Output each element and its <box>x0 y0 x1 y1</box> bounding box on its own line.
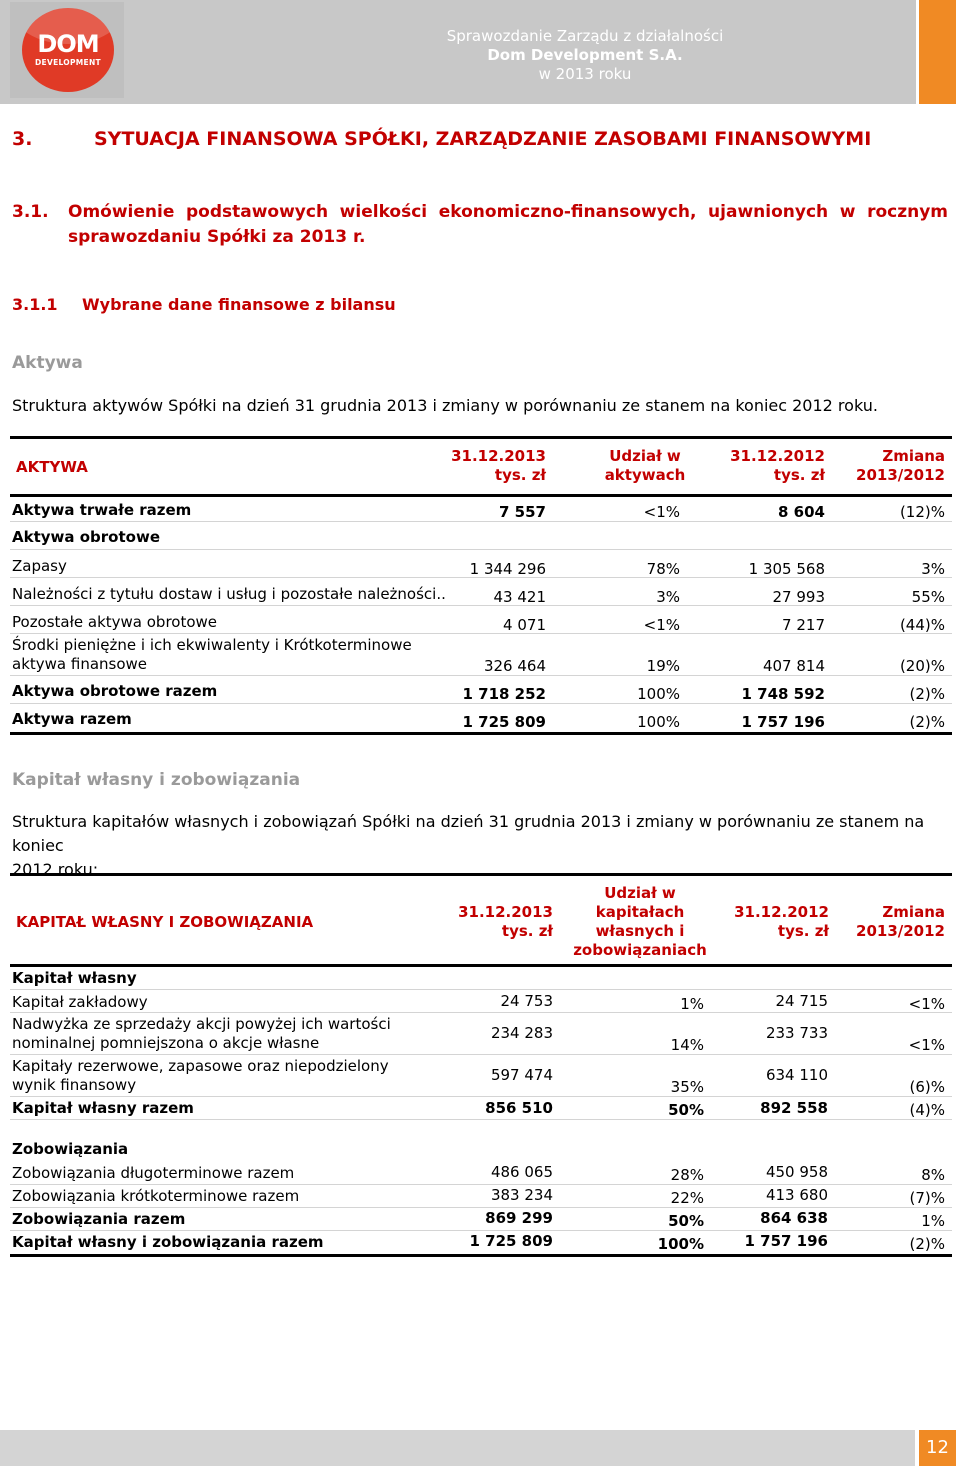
assets-header-label: AKTYWA <box>16 458 88 476</box>
table-row <box>10 522 952 550</box>
share: 28% <box>670 1166 704 1184</box>
value-2012: 1 757 196 <box>744 1232 828 1250</box>
row-label <box>12 1057 389 1095</box>
header-2013-unit: tys. zł <box>501 922 553 940</box>
row-label: Kapitał zakładowy <box>12 993 148 1011</box>
change: <1% <box>908 1036 945 1054</box>
change: (2)% <box>909 713 945 731</box>
page-footer <box>0 1430 915 1466</box>
row-label: Zobowiązania krótkoterminowe razem <box>12 1187 300 1205</box>
value-2012: 7 217 <box>782 616 825 634</box>
value-2012: 634 110 <box>765 1066 828 1084</box>
header-title-line2: Dom Development S.A. <box>487 46 683 64</box>
header-change-line2: 2013/2012 <box>856 466 945 484</box>
value-2012: 892 558 <box>760 1099 828 1117</box>
row-label: Kapitał własny <box>12 969 137 987</box>
equity-header-2013 <box>430 903 553 941</box>
value-2013: 24 753 <box>500 992 553 1010</box>
value-2012: 1 305 568 <box>748 560 825 578</box>
header-title-line3: w 2013 roku <box>538 65 632 83</box>
subsection-number: 3.1. <box>12 202 49 222</box>
company-logo <box>22 8 114 92</box>
row-label: Kapitał własny razem <box>12 1099 194 1117</box>
row-label-line2: nominalnej pomniejszona o akcje własne <box>12 1034 320 1052</box>
table-row <box>10 497 952 522</box>
share: 100% <box>637 713 680 731</box>
page-header <box>0 0 960 106</box>
change: 55% <box>911 588 945 606</box>
subsubsection-number: 3.1.1 <box>12 295 58 314</box>
equity-table-header <box>10 873 952 967</box>
change: (7)% <box>909 1189 945 1207</box>
change: (4)% <box>909 1101 945 1119</box>
subsubsection-title: Wybrane dane finansowe z bilansu <box>82 295 396 314</box>
header-share-line2: kapitałach <box>595 903 685 921</box>
row-label: Zobowiązania <box>12 1140 129 1158</box>
table-row <box>10 1231 952 1257</box>
share: <1% <box>643 616 680 634</box>
share: <1% <box>643 503 680 521</box>
subsection-title-line1: Omówienie podstawowych wielkości ekonomiczno-finansowych, ujawnionych w rocznym <box>68 202 948 222</box>
row-label: Aktywa razem <box>12 710 132 728</box>
header-change-line1: Zmiana <box>882 903 945 921</box>
value-2013: 326 464 <box>483 657 546 675</box>
header-share-line2: aktywach <box>604 466 686 484</box>
row-label: Aktywa obrotowe razem <box>12 682 218 700</box>
value-2012: 1 757 196 <box>741 713 825 731</box>
header-share-line4: zobowiązaniach <box>573 941 707 959</box>
value-2013: 869 299 <box>485 1209 553 1227</box>
header-2012-unit: tys. zł <box>777 922 829 940</box>
value-2013: 7 557 <box>499 503 546 521</box>
value-2013: 1 718 252 <box>462 685 546 703</box>
table-row <box>10 1162 952 1185</box>
change: (12)% <box>899 503 945 521</box>
share: 22% <box>670 1189 704 1207</box>
share: 3% <box>656 588 680 606</box>
value-2013: 1 725 809 <box>462 713 546 731</box>
share: 50% <box>668 1212 704 1230</box>
header-change-line2: 2013/2012 <box>856 922 945 940</box>
header-2012-unit: tys. zł <box>773 466 825 484</box>
section-number: 3. <box>12 128 33 150</box>
value-2013: 1 725 809 <box>469 1232 553 1250</box>
change: 3% <box>921 560 945 578</box>
value-2013: 43 421 <box>493 588 546 606</box>
value-2013: 486 065 <box>490 1163 553 1181</box>
value-2013: 1 344 296 <box>469 560 546 578</box>
table-row <box>10 990 952 1013</box>
equity-intro-line2: 2012 roku: <box>12 860 99 879</box>
equity-title: Kapitał własny i zobowiązania <box>12 770 301 790</box>
header-share-line3: własnych i <box>595 922 685 940</box>
change: <1% <box>908 995 945 1013</box>
value-2012: 413 680 <box>765 1186 828 1204</box>
table-row <box>10 634 952 676</box>
share: 50% <box>668 1101 704 1119</box>
change: 8% <box>921 1166 945 1184</box>
share: 35% <box>670 1078 704 1096</box>
assets-intro: Struktura aktywów Spółki na dzień 31 grudnia 2013 i zmiany w porównaniu ze stanem na koniec 2012 roku. <box>12 396 878 415</box>
subsubsection-heading <box>12 295 396 314</box>
row-label: Aktywa trwałe razem <box>12 501 192 519</box>
header-2012-date: 31.12.2012 <box>734 903 829 921</box>
table-row <box>10 1120 952 1162</box>
row-label: Zobowiązania razem <box>12 1210 186 1228</box>
share: 1% <box>680 995 704 1013</box>
assets-header-2013 <box>430 447 546 485</box>
value-2013: 4 071 <box>503 616 546 634</box>
value-2012: 407 814 <box>762 657 825 675</box>
value-2012: 233 733 <box>765 1024 828 1042</box>
value-2012: 1 748 592 <box>741 685 825 703</box>
table-row <box>10 550 952 578</box>
row-label-line1: Kapitały rezerwowe, zapasowe oraz niepodzielony <box>12 1057 389 1075</box>
section-title: SYTUACJA FINANSOWA SPÓŁKI, ZARZĄDZANIE ZASOBAMI FINANSOWYMI <box>94 128 872 150</box>
table-row <box>10 1013 952 1055</box>
table-row <box>10 1097 952 1120</box>
change: (44)% <box>899 616 945 634</box>
header-2013-date: 31.12.2013 <box>458 903 553 921</box>
share: 100% <box>637 685 680 703</box>
row-label: Aktywa obrotowe <box>12 528 160 546</box>
row-label <box>12 636 412 674</box>
subsection-title-line2: sprawozdaniu Spółki za 2013 r. <box>68 227 366 247</box>
header-2013-unit: tys. zł <box>494 466 546 484</box>
value-2013: 856 510 <box>485 1099 553 1117</box>
table-row <box>10 1208 952 1231</box>
assets-header-change <box>830 447 945 485</box>
share: 14% <box>670 1036 704 1054</box>
equity-header-2012 <box>710 903 829 941</box>
change: (6)% <box>909 1078 945 1096</box>
header-2013-date: 31.12.2013 <box>451 447 546 465</box>
header-accent <box>919 0 956 104</box>
value-2012: 8 604 <box>778 503 825 521</box>
logo-subtext: DEVELOPMENT <box>35 58 101 67</box>
table-row <box>10 704 952 735</box>
equity-intro-line1: Struktura kapitałów własnych i zobowiązań Spółki na dzień 31 grudnia 2013 i zmiany w porównaniu ze stanem na koniec <box>12 812 925 855</box>
assets-header-share <box>580 447 710 485</box>
table-row <box>10 1055 952 1097</box>
row-label <box>12 1015 391 1053</box>
row-label: Należności z tytułu dostaw i usług i pozostałe należności.. <box>12 585 446 603</box>
row-label: Pozostałe aktywa obrotowe <box>12 613 218 631</box>
value-2013: 597 474 <box>490 1066 553 1084</box>
table-row <box>10 606 952 634</box>
row-label-line2: aktywa finansowe <box>12 655 148 673</box>
change: (2)% <box>909 685 945 703</box>
change: (2)% <box>909 1235 945 1253</box>
header-change-line1: Zmiana <box>882 447 945 465</box>
table-row <box>10 967 952 990</box>
equity-header-label: KAPITAŁ WŁASNY I ZOBOWIĄZANIA <box>16 913 314 931</box>
header-share-line1: Udział w <box>609 447 681 465</box>
header-title <box>380 27 790 84</box>
share: 100% <box>657 1235 704 1253</box>
header-title-line1: Sprawozdanie Zarządu z działalności <box>446 27 724 45</box>
value-2012: 864 638 <box>760 1209 828 1227</box>
row-label: Zobowiązania długoterminowe razem <box>12 1164 295 1182</box>
table-row <box>10 1185 952 1208</box>
share: 78% <box>646 560 680 578</box>
section-heading <box>12 128 871 150</box>
value-2012: 27 993 <box>772 588 825 606</box>
change: (20)% <box>899 657 945 675</box>
value-2013: 383 234 <box>490 1186 553 1204</box>
row-label: Kapitał własny i zobowiązania razem <box>12 1233 324 1251</box>
equity-header-share <box>570 884 710 960</box>
table-row <box>10 676 952 704</box>
value-2012: 24 715 <box>775 992 828 1010</box>
logo-text: DOM <box>37 30 99 58</box>
assets-header-2012 <box>710 447 825 485</box>
share: 19% <box>646 657 680 675</box>
equity-header-change <box>830 903 945 941</box>
value-2013: 234 283 <box>490 1024 553 1042</box>
row-label-line2: wynik finansowy <box>12 1076 137 1094</box>
assets-table-header <box>10 436 952 497</box>
row-label: Zapasy <box>12 557 67 575</box>
value-2012: 450 958 <box>765 1163 828 1181</box>
equity-intro <box>12 810 960 882</box>
header-share-line1: Udział w <box>604 884 676 902</box>
page-number: 12 <box>919 1430 956 1466</box>
assets-title: Aktywa <box>12 353 83 373</box>
change: 1% <box>921 1212 945 1230</box>
table-row <box>10 578 952 606</box>
header-2012-date: 31.12.2012 <box>730 447 825 465</box>
row-label-line1: Nadwyżka ze sprzedaży akcji powyżej ich wartości <box>12 1015 391 1033</box>
row-label-line1: Środki pieniężne i ich ekwiwalenty i Krótkoterminowe <box>12 636 412 654</box>
